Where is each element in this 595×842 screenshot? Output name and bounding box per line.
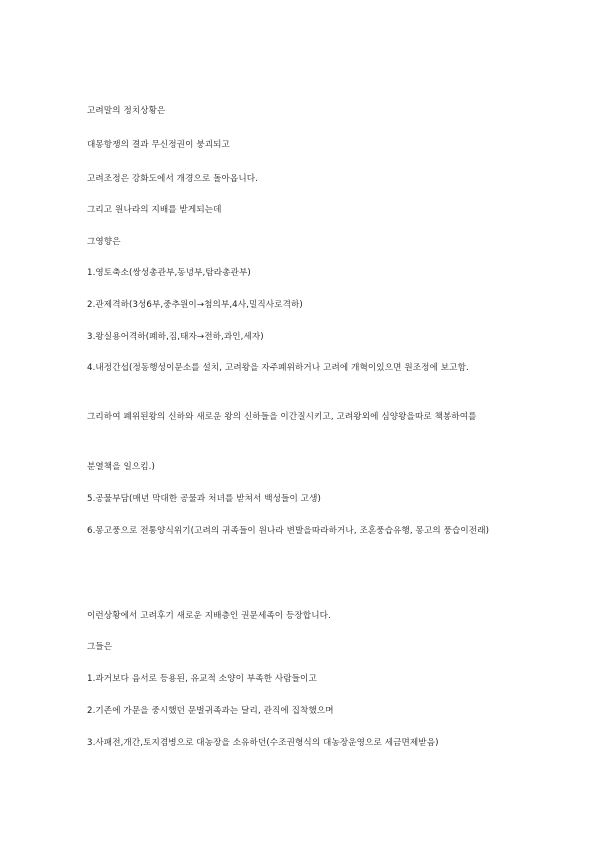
text-line-8: 3.왕실용어격하(폐하,짐,태자→전하,과인,세자) xyxy=(87,332,264,342)
text-line-14: 이런상황에서 고려후기 새로운 지배층인 권문세족이 등장합니다. xyxy=(87,611,331,621)
text-line-15: 그들은 xyxy=(87,642,113,652)
text-line-10: 그리하여 폐위된왕의 신하와 새로운 왕의 신하들을 이간질시키고, 고려왕외에 심양왕을따로 책봉하여를 xyxy=(87,412,477,422)
text-line-2: 대몽항쟁의 결과 무신정권이 붕괴되고 xyxy=(87,140,230,150)
text-line-16: 1.과거보다 음서로 등용된, 유교적 소양이 부족한 사람들이고 xyxy=(87,674,317,684)
text-line-7: 2.관제격하(3성6부,중추원이→첨의부,4사,밀직사로격하) xyxy=(87,300,303,310)
text-line-1: 고려말의 정치상황은 xyxy=(87,106,166,116)
text-line-5: 그영향은 xyxy=(87,237,121,247)
text-line-12: 5.공물부담(매년 막대한 공물과 처녀를 받쳐서 백성들이 고생) xyxy=(87,494,321,504)
text-line-18: 3.사패전,개간,토지겸병으로 대농장을 소유하던(수조권형식의 대농장운영으로 세금면제받음) xyxy=(87,738,439,748)
text-line-17: 2.기존에 가문을 중시했던 문벌귀족과는 달리, 관직에 집착했으며 xyxy=(87,706,334,716)
text-line-11: 분열책을 일으킴.) xyxy=(87,462,155,472)
text-line-13: 6.몽고풍으로 전통양식위기(고려의 귀족들이 원나라 변발을따라하거나, 조혼풍습유행, 몽고의 풍습이전래) xyxy=(87,526,490,536)
text-line-6: 1.영토축소(쌍성총관부,동녕부,탐라총관부) xyxy=(87,268,251,278)
text-line-3: 고려조정은 강화도에서 개경으로 돌아옵니다. xyxy=(87,174,258,184)
text-line-4: 그리고 원나라의 지배를 받게되는데 xyxy=(87,205,222,215)
text-line-9: 4.내정간섭(정동행성이문소를 설치, 고려왕을 자주폐위하거나 고려에 개혁이있으면 원조정에 보고함. xyxy=(87,363,469,373)
